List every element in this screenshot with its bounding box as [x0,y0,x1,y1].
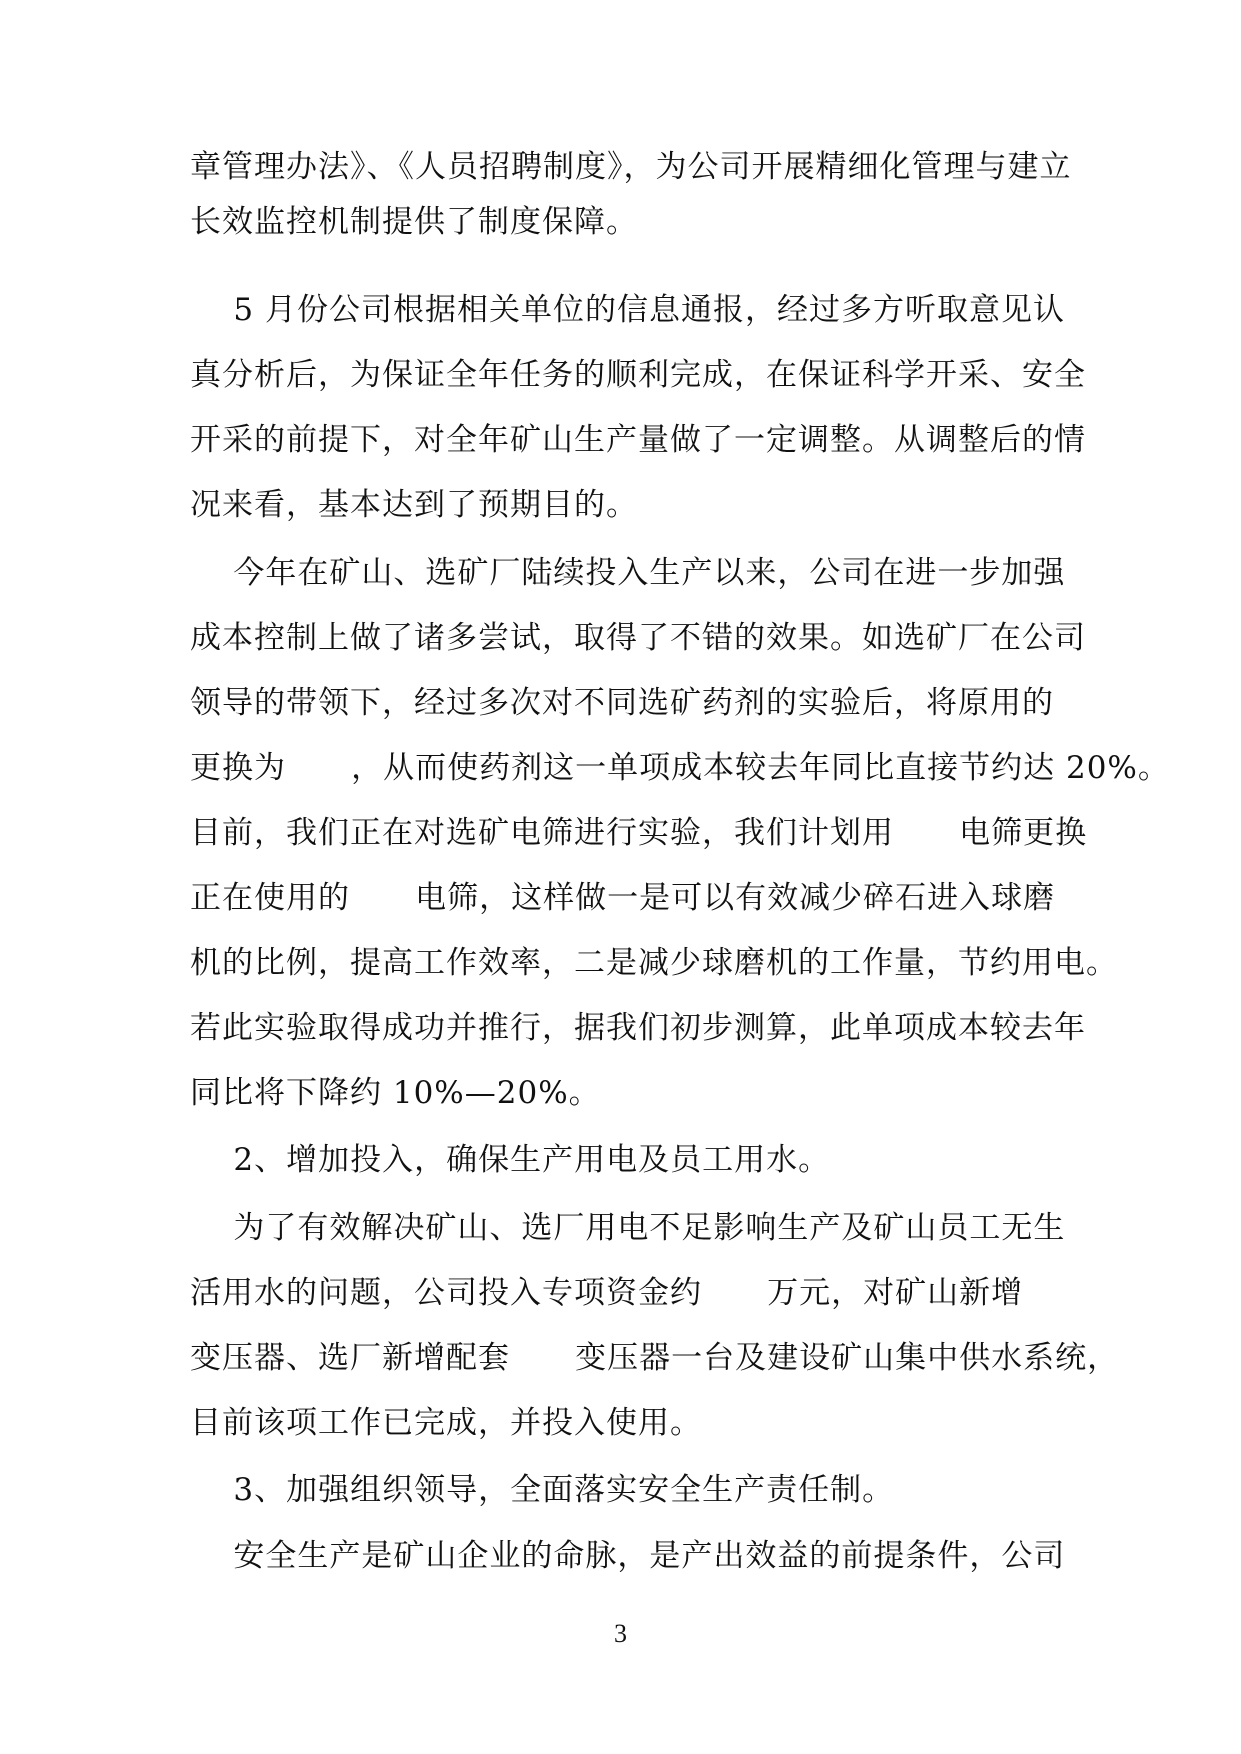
section-heading: 3、加强组织领导，全面落实安全生产责任制。 [190,1472,895,1508]
text-line: 真分析后，为保证全年任务的顺利完成，在保证科学开采、安全 [190,357,1086,393]
text-line: 活用水的问题，公司投入专项资金约 万元，对矿山新增 [190,1275,1024,1311]
text-line: 正在使用的 电筛，这样做一是可以有效减少碎石进入球磨 [190,880,1056,916]
text-line: 机的比例，提高工作效率，二是减少球磨机的工作量，节约用电。 [190,945,1118,981]
text-line: 更换为 ，从而使药剂这一单项成本较去年同比直接节约达 20%。 [190,750,1170,786]
text-line: 安全生产是矿山企业的命脉，是产出效益的前提条件，公司 [190,1538,1066,1574]
text-line: 开采的前提下，对全年矿山生产量做了一定调整。从调整后的情 [190,422,1086,458]
text-line: 变压器、选厂新增配套 变压器一台及建设矿山集中供水系统， [190,1340,1120,1376]
text-line: 况来看，基本达到了预期目的。 [190,487,638,523]
section-heading: 2、增加投入，确保生产用电及员工用水。 [190,1142,831,1178]
text-line: 长效监控机制提供了制度保障。 [190,204,638,240]
page-number: 3 [614,1619,627,1648]
text-line: 成本控制上做了诸多尝试，取得了不错的效果。如选矿厂在公司 [190,620,1086,656]
text-line: 章管理办法》、《人员招聘制度》，为公司开展精细化管理与建立 [190,149,1072,185]
text-line: 今年在矿山、选矿厂陆续投入生产以来，公司在进一步加强 [190,555,1066,591]
text-line: 目前，我们正在对选矿电筛进行实验，我们计划用 电筛更换 [190,815,1088,851]
text-line: 目前该项工作已完成，并投入使用。 [190,1405,702,1441]
text-line: 领导的带领下，经过多次对不同选矿药剂的实验后，将原用的 [190,685,1054,721]
text-line: 为了有效解决矿山、选厂用电不足影响生产及矿山员工无生 [190,1210,1066,1246]
text-line: 若此实验取得成功并推行，据我们初步测算，此单项成本较去年 [190,1010,1086,1046]
text-line: 5 月份公司根据相关单位的信息通报，经过多方听取意见认 [190,292,1065,328]
text-line: 同比将下降约 10%—20%。 [190,1075,601,1111]
